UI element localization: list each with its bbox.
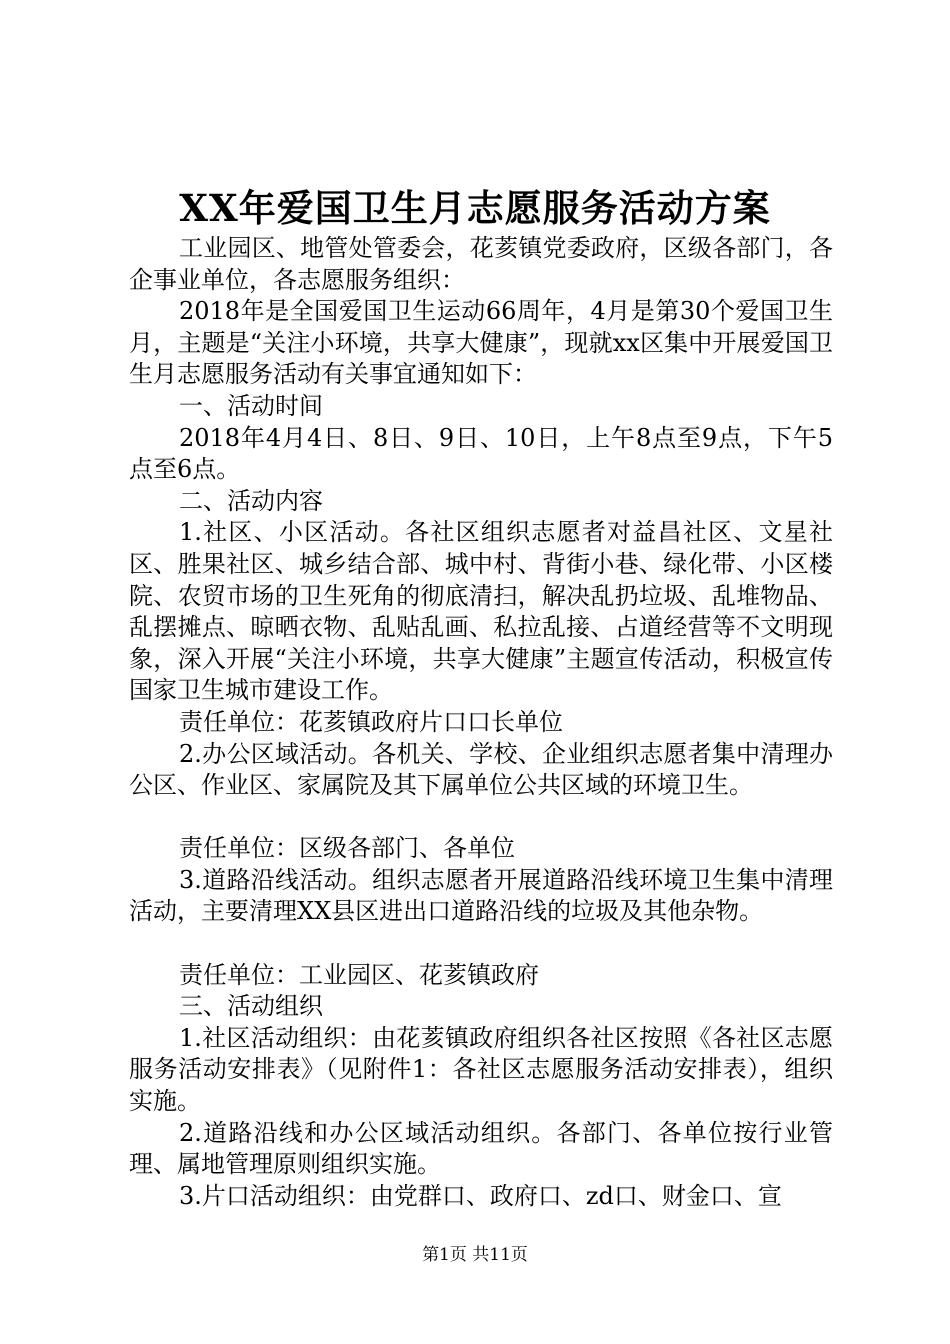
document-body — [129, 233, 833, 1212]
paragraph-responsible-2: 责任单位：区级各部门、各单位 — [179, 834, 515, 863]
paragraph-area-organization: 3.片口活动组织：由党群口、政府口、zd口、财金口、宣 — [179, 1181, 782, 1210]
paragraph-spacer — [129, 802, 833, 834]
section-heading-content: 二、活动内容 — [179, 486, 323, 515]
paragraph-responsible-1: 责任单位：花荄镇政府片口口长单位 — [179, 707, 563, 736]
section-heading-organization: 三、活动组织 — [179, 992, 323, 1021]
document-title: XX年爱国卫生月志愿服务活动方案 — [179, 186, 771, 230]
paragraph-office-activity: 2.办公区域活动。各机关、学校、企业组织志愿者集中清理办公区、作业区、家属院及其下属单位公共区域的环境卫生。 — [129, 739, 833, 800]
paragraph-spacer — [129, 928, 833, 960]
paragraph-responsible-3: 责任单位：工业园区、花荄镇政府 — [179, 960, 539, 989]
paragraph-time: 2018年4月4日、8日、9日、10日，上午8点至9点，下午5点至6点。 — [129, 423, 833, 484]
paragraph-intro: 2018年是全国爱国卫生运动66周年，4月是第30个爱国卫生月，主题是“关注小环境，共享大健康”，现就xx区集中开展爱国卫生月志愿服务活动有关事宜通知如下： — [129, 297, 833, 389]
page-footer: 第1页 共11页 — [422, 1245, 528, 1265]
section-heading-time: 一、活动时间 — [179, 391, 323, 420]
paragraph-road-office-organization: 2.道路沿线和办公区域活动组织。各部门、各单位按行业管理、属地管理原则组织实施。 — [129, 1118, 833, 1179]
paragraph-addressees: 工业园区、地管处管委会，花荄镇党委政府，区级各部门，各企事业单位，各志愿服务组织： — [129, 234, 833, 294]
paragraph-community-organization: 1.社区活动组织：由花荄镇政府组织各社区按照《各社区志愿服务活动安排表》（见附件1：各社区志愿服务活动安排表），组织实施。 — [129, 1023, 833, 1116]
paragraph-road-activity: 3.道路沿线活动。组织志愿者开展道路沿线环境卫生集中清理活动，主要清理XX县区进出口道路沿线的垃圾及其他杂物。 — [129, 865, 833, 926]
paragraph-community-activity: 1.社区、小区活动。各社区组织志愿者对益昌社区、文星社区、胜果社区、城乡结合部、城中村、背街小巷、绿化带、小区楼院、农贸市场的卫生死角的彻底清扫，解决乱扔垃圾、乱堆物品、乱摆摊点、晾晒衣物、乱贴乱画、私拉乱接、占道经营等不文明现象，深入开展“关注小环境，共享大健康”主题宣传活动，积极宣传国家卫生城市建设工作。 — [129, 518, 833, 705]
